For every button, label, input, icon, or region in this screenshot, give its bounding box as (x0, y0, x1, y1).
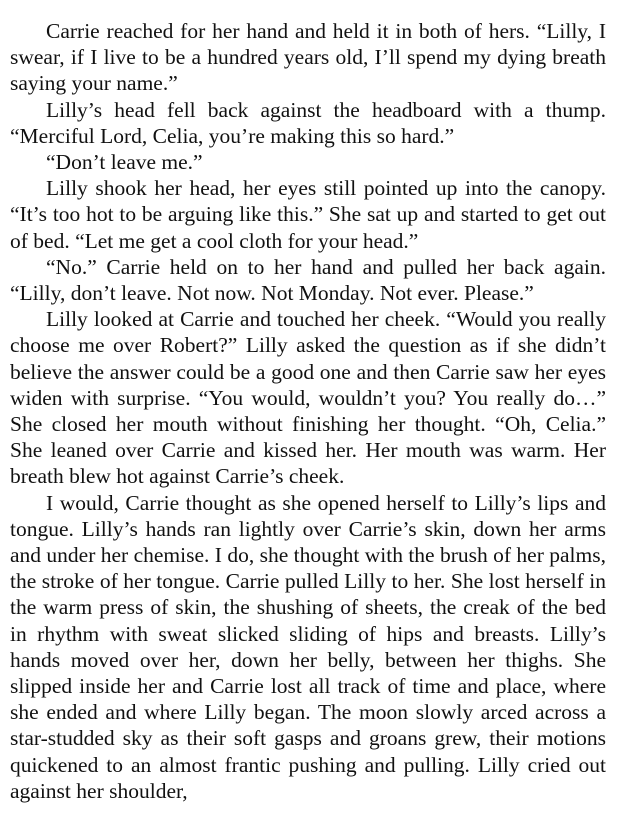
paragraph-5: “No.” Carrie held on to her hand and pulled her back again. “Lilly, don’t leave. Not now. Not Monday. Not ever. Please.” (10, 254, 606, 306)
paragraph-7: I would, Carrie thought as she opened herself to Lilly’s lips and tongue. Lilly’s hands ran lightly over Carrie’s skin, down her arms and under her chemise. I do, she thought with the brush of her palms, the stroke of her tongue. Carrie pulled Lilly to her. She lost herself in the warm press of skin, the shushing of sheets, the creak of the bed in rhythm with sweat slicked sliding of hips and breasts. Lilly’s hands moved over her, down her belly, between her thighs. She slipped inside her and Carrie lost all track of time and place, where she ended and where Lilly began. The moon slowly arced across a star-studded sky as their soft gasps and groans grew, their motions quickened to an almost frantic pushing and pulling. Lilly cried out against her shoulder, (10, 490, 606, 803)
paragraph-2: Lilly’s head fell back against the headboard with a thump. “Merciful Lord, Celia, you’re making this so hard.” (10, 97, 606, 148)
page-bottom-crop (0, 812, 633, 824)
paragraph-4: Lilly shook her head, her eyes still pointed up into the canopy. “It’s too hot to be arguing like this.” She sat up and started to get out of bed. “Let me get a cool cloth for your head.” (10, 176, 606, 253)
paragraph-3: “Don’t leave me.” (46, 150, 203, 175)
book-page-text (10, 18, 606, 804)
paragraph-6: Lilly looked at Carrie and touched her cheek. “Would you really choose me over Robert?” Lilly asked the question as if she didn’t believe the answer could be a good one and then Carrie saw her eyes widen with surprise. “You would, wouldn’t you? You really do…” She closed her mouth without finishing her thought. “Oh, Celia.” She leaned over Carrie and kissed her. Her mouth was warm. Her breath blew hot against Carrie’s cheek. (10, 307, 606, 489)
paragraph-1: Carrie reached for her hand and held it in both of hers. “Lilly, I swear, if I live to be a hundred years old, I’ll spend my dying breath saying your name.” (10, 19, 606, 96)
